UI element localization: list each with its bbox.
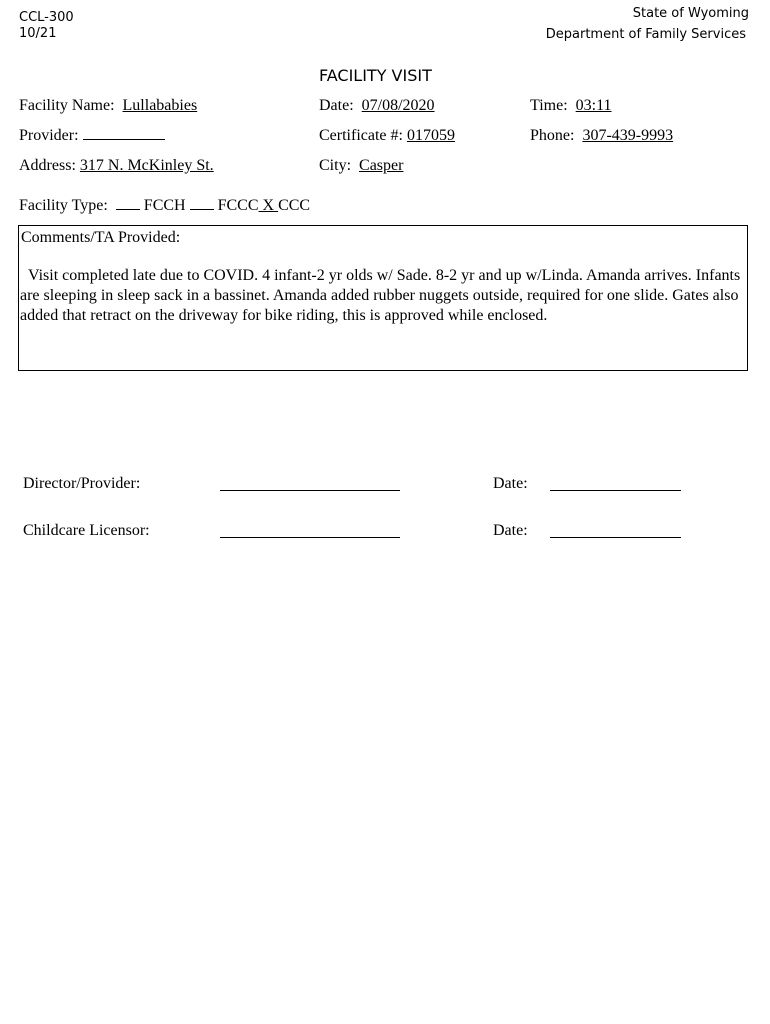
licensor-date-line <box>550 537 681 538</box>
certificate-value: 017059 <box>406 127 455 144</box>
address-row <box>19 157 214 175</box>
facility-type-ccc-mark: X <box>262 197 275 214</box>
phone-row <box>530 127 673 145</box>
director-signature-label: Director/Provider: <box>23 475 141 492</box>
comments-text: Visit completed late due to COVID. 4 infant-2 yr olds w/ Sade. 8-2 yr and up w/Linda. Amanda arrives. Infants are sleeping in sleep sack in a bassinet. Amanda added rubber nuggets outside, required for one slide. Gates also added that retract on the driveway for bike riding, this is approved while enclosed. <box>20 267 741 324</box>
facility-type-ccc: CCC <box>278 197 311 214</box>
address-value: 317 N. McKinley St. <box>79 157 214 174</box>
facility-type-label: Facility Type: <box>19 197 108 214</box>
director-signature-line <box>220 490 400 491</box>
form-code: CCL-300 <box>19 10 74 25</box>
visit-date-value: 07/08/2020 <box>361 97 435 114</box>
visit-time-value: 03:11 <box>575 97 612 114</box>
licensor-signature-line <box>220 537 400 538</box>
visit-time-label: Time: <box>530 97 568 114</box>
city-label: City: <box>319 157 352 174</box>
facility-type-fccc: FCCC <box>217 197 259 214</box>
director-date-label: Date: <box>493 475 528 492</box>
city-value: Casper <box>359 157 404 174</box>
visit-date-row <box>319 97 435 115</box>
licensor-signature-label: Childcare Licensor: <box>23 522 150 539</box>
licensor-date-label: Date: <box>493 522 528 539</box>
certificate-row <box>319 127 455 145</box>
facility-type-row <box>19 197 310 215</box>
address-label: Address: <box>19 157 76 174</box>
phone-value: 307-439-9993 <box>582 127 674 144</box>
visit-date-label: Date: <box>319 97 354 114</box>
page-title: FACILITY VISIT <box>319 66 432 85</box>
city-row <box>319 157 403 175</box>
provider-blank <box>83 127 165 140</box>
form-revision-date: 10/21 <box>19 26 57 41</box>
fccc-blank <box>190 197 214 210</box>
facility-name-value: Lullababies <box>122 97 198 114</box>
certificate-label: Certificate #: <box>319 127 403 144</box>
department-name: Department of Family Services <box>545 27 746 42</box>
provider-row <box>19 127 165 145</box>
phone-label: Phone: <box>530 127 575 144</box>
comments-box <box>18 225 748 371</box>
facility-type-fcch: FCCH <box>143 197 186 214</box>
facility-name-row <box>19 97 197 115</box>
director-date-line <box>550 490 681 491</box>
fcch-blank <box>116 197 140 210</box>
visit-time-row <box>530 97 612 115</box>
comments-label: Comments/TA Provided: <box>21 229 181 246</box>
provider-label: Provider: <box>19 127 79 144</box>
facility-name-label: Facility Name: <box>19 97 115 114</box>
state-name: State of Wyoming <box>632 6 749 21</box>
